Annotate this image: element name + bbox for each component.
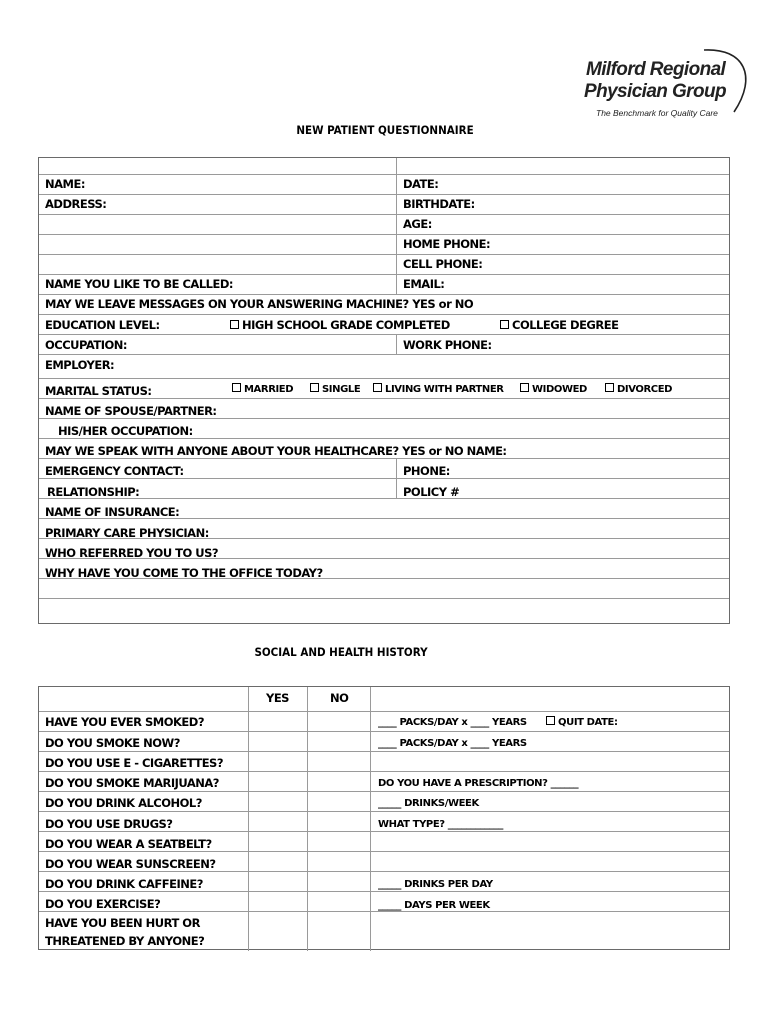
history-note[interactable]: _____ DRINKS PER DAY — [378, 879, 493, 890]
checkbox-icon[interactable] — [520, 383, 529, 392]
logo — [584, 50, 754, 122]
history-question: DO YOU USE E - CIGARETTES? — [45, 756, 224, 770]
history-question: DO YOU EXERCISE? — [45, 897, 161, 911]
work-phone-label[interactable]: WORK PHONE: — [403, 338, 492, 352]
history-note[interactable]: _____ DRINKS/WEEK — [378, 798, 479, 809]
high-school-option[interactable]: HIGH SCHOOL GRADE COMPLETED — [230, 318, 450, 332]
logo-swoosh — [684, 46, 756, 114]
date-label[interactable]: DATE: — [403, 177, 439, 191]
age-label[interactable]: AGE: — [403, 217, 432, 231]
spouse-occupation-label[interactable]: HIS/HER OCCUPATION: — [58, 424, 193, 438]
page-title: NEW PATIENT QUESTIONNAIRE — [296, 123, 474, 137]
no-column-header: NO — [330, 691, 349, 705]
history-note[interactable]: ____ PACKS/DAY x ____ YEARS — [378, 717, 527, 728]
checkbox-icon[interactable] — [373, 383, 382, 392]
single-option[interactable]: SINGLE — [310, 383, 360, 397]
living-with-partner-option[interactable]: LIVING WITH PARTNER — [373, 383, 504, 397]
home-phone-label[interactable]: HOME PHONE: — [403, 237, 491, 251]
name-label[interactable]: NAME: — [45, 177, 85, 191]
occupation-label[interactable]: OCCUPATION: — [45, 338, 127, 352]
relationship-label[interactable]: RELATIONSHIP: — [47, 485, 140, 499]
messages-question[interactable]: MAY WE LEAVE MESSAGES ON YOUR ANSWERING MACHINE? YES or NO — [45, 297, 474, 311]
checkbox-icon[interactable] — [232, 383, 241, 392]
pcp-label[interactable]: PRIMARY CARE PHYSICIAN: — [45, 526, 209, 540]
history-note[interactable]: ____ PACKS/DAY x ____ YEARS — [378, 738, 527, 749]
spouse-label[interactable]: NAME OF SPOUSE/PARTNER: — [45, 404, 217, 418]
employer-label[interactable]: EMPLOYER: — [45, 358, 115, 372]
reason-label[interactable]: WHY HAVE YOU COME TO THE OFFICE TODAY? — [45, 566, 323, 580]
history-question: DO YOU SMOKE MARIJUANA? — [45, 776, 219, 790]
history-question: THREATENED BY ANYONE? — [45, 934, 205, 948]
history-question: HAVE YOU EVER SMOKED? — [45, 715, 204, 729]
cell-phone-label[interactable]: CELL PHONE: — [403, 257, 483, 271]
history-note[interactable]: _____ DAYS PER WEEK — [378, 900, 490, 911]
checkbox-icon[interactable] — [546, 716, 555, 725]
phone-label[interactable]: PHONE: — [403, 464, 450, 478]
college-option[interactable]: COLLEGE DEGREE — [500, 318, 618, 332]
history-note[interactable]: WHAT TYPE? ____________ — [378, 819, 503, 830]
checkbox-icon[interactable] — [230, 320, 239, 329]
checkbox-icon[interactable] — [605, 383, 614, 392]
quit-date-option[interactable]: QUIT DATE: — [546, 716, 618, 730]
history-question: DO YOU WEAR A SEATBELT? — [45, 837, 212, 851]
section-title: SOCIAL AND HEALTH HISTORY — [254, 645, 428, 659]
address-label[interactable]: ADDRESS: — [45, 197, 107, 211]
education-label: EDUCATION LEVEL: — [45, 318, 160, 332]
logo-line1: Milford Regional — [586, 59, 726, 80]
speak-question[interactable]: MAY WE SPEAK WITH ANYONE ABOUT YOUR HEALTHCARE? YES or NO NAME: — [45, 444, 507, 458]
preferred-name-label[interactable]: NAME YOU LIKE TO BE CALLED: — [45, 277, 233, 291]
checkbox-icon[interactable] — [500, 320, 509, 329]
insurance-label[interactable]: NAME OF INSURANCE: — [45, 505, 180, 519]
history-question: HAVE YOU BEEN HURT OR — [45, 916, 200, 930]
logo-line2: Physician Group — [584, 81, 726, 102]
divorced-option[interactable]: DIVORCED — [605, 383, 672, 397]
yes-column-header: YES — [266, 691, 289, 705]
history-question: DO YOU WEAR SUNSCREEN? — [45, 857, 216, 871]
widowed-option[interactable]: WIDOWED — [520, 383, 587, 397]
history-question: DO YOU SMOKE NOW? — [45, 736, 180, 750]
history-question: DO YOU USE DRUGS? — [45, 817, 173, 831]
married-option[interactable]: MARRIED — [232, 383, 293, 397]
emergency-contact-label[interactable]: EMERGENCY CONTACT: — [45, 464, 184, 478]
history-question: DO YOU DRINK ALCOHOL? — [45, 796, 202, 810]
marital-status-label: MARITAL STATUS: — [45, 384, 152, 398]
email-label[interactable]: EMAIL: — [403, 277, 445, 291]
policy-label[interactable]: POLICY # — [403, 485, 460, 499]
birthdate-label[interactable]: BIRTHDATE: — [403, 197, 475, 211]
logo-tagline: The Benchmark for Quality Care — [596, 108, 718, 118]
history-question: DO YOU DRINK CAFFEINE? — [45, 877, 203, 891]
checkbox-icon[interactable] — [310, 383, 319, 392]
referred-label[interactable]: WHO REFERRED YOU TO US? — [45, 546, 219, 560]
history-note[interactable]: DO YOU HAVE A PRESCRIPTION? ______ — [378, 778, 579, 789]
